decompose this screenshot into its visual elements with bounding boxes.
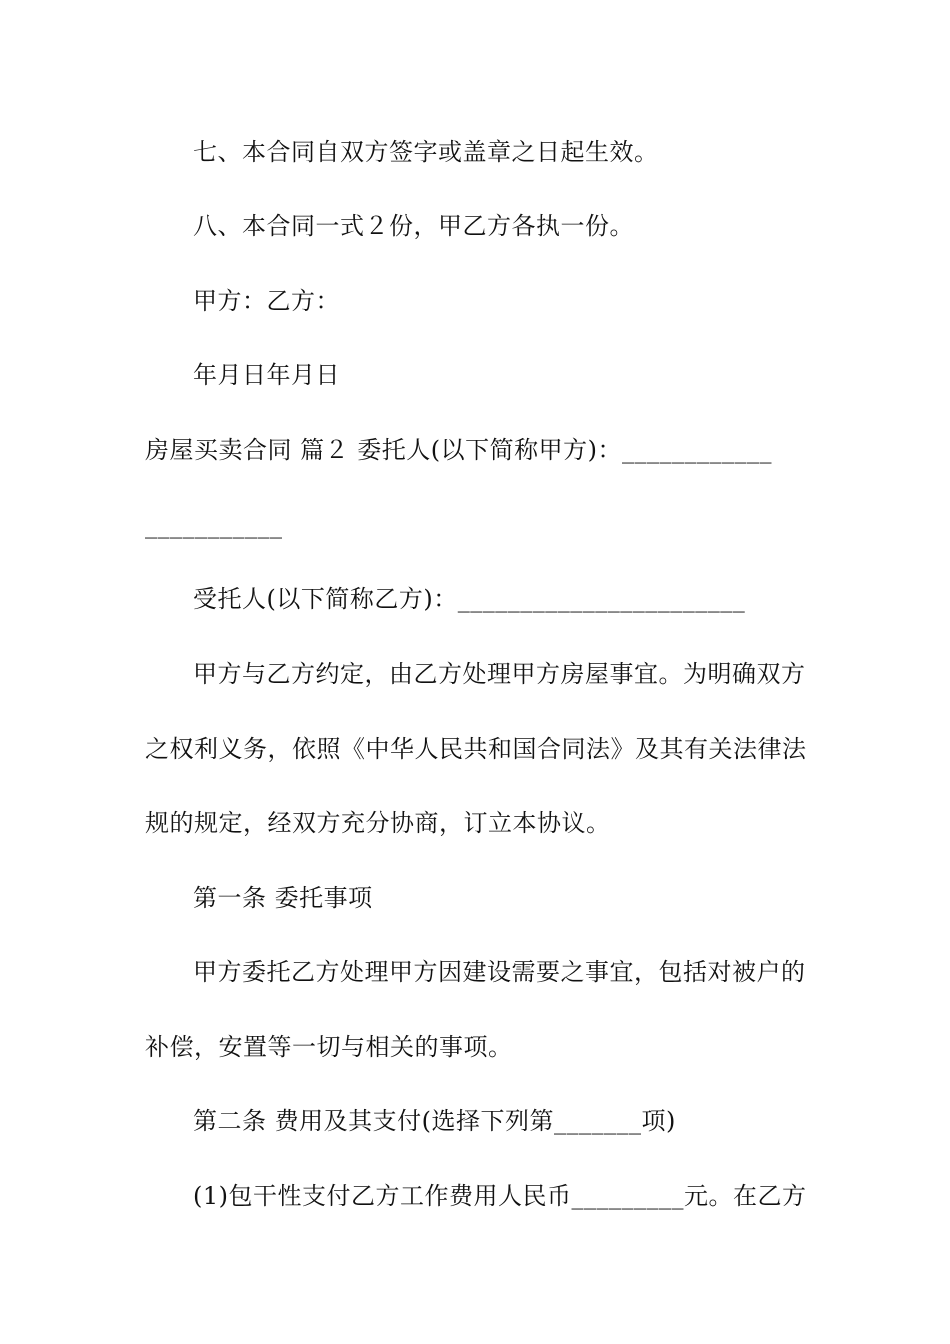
preamble-line-3: 规的规定，经双方充分协商，订立本协议。: [145, 809, 611, 837]
article-2-heading: 第二条 费用及其支付(选择下列第_______项): [193, 1107, 676, 1135]
article-1-line-1: 甲方委托乙方处理甲方因建设需要之事宜，包括对被户的: [193, 958, 806, 986]
article-2-item-1: (1)包干性支付乙方工作费用人民币_________元。在乙方: [193, 1182, 807, 1210]
clause-8: 八、本合同一式２份，甲乙方各执一份。: [193, 212, 634, 240]
contract-heading-line: 房屋买卖合同 篇２ 委托人(以下简称甲方)：____________: [145, 436, 772, 464]
clause-7: 七、本合同自双方签字或盖章之日起生效。: [193, 138, 659, 166]
article-1-line-2: 补偿，安置等一切与相关的事项。: [145, 1033, 513, 1061]
preamble-line-1: 甲方与乙方约定，由乙方处理甲方房屋事宜。为明确双方: [193, 660, 806, 688]
agent-line: 受托人(以下简称乙方)：_______________________: [193, 585, 746, 613]
preamble-line-2: 之权利义务，依照《中华人民共和国合同法》及其有关法律法: [145, 735, 807, 763]
article-1-heading: 第一条 委托事项: [193, 884, 373, 912]
principal-blank-continuation: ___________: [145, 511, 283, 539]
signature-dates: 年月日年月日: [193, 361, 340, 389]
signature-parties: 甲方：乙方：: [193, 287, 340, 315]
